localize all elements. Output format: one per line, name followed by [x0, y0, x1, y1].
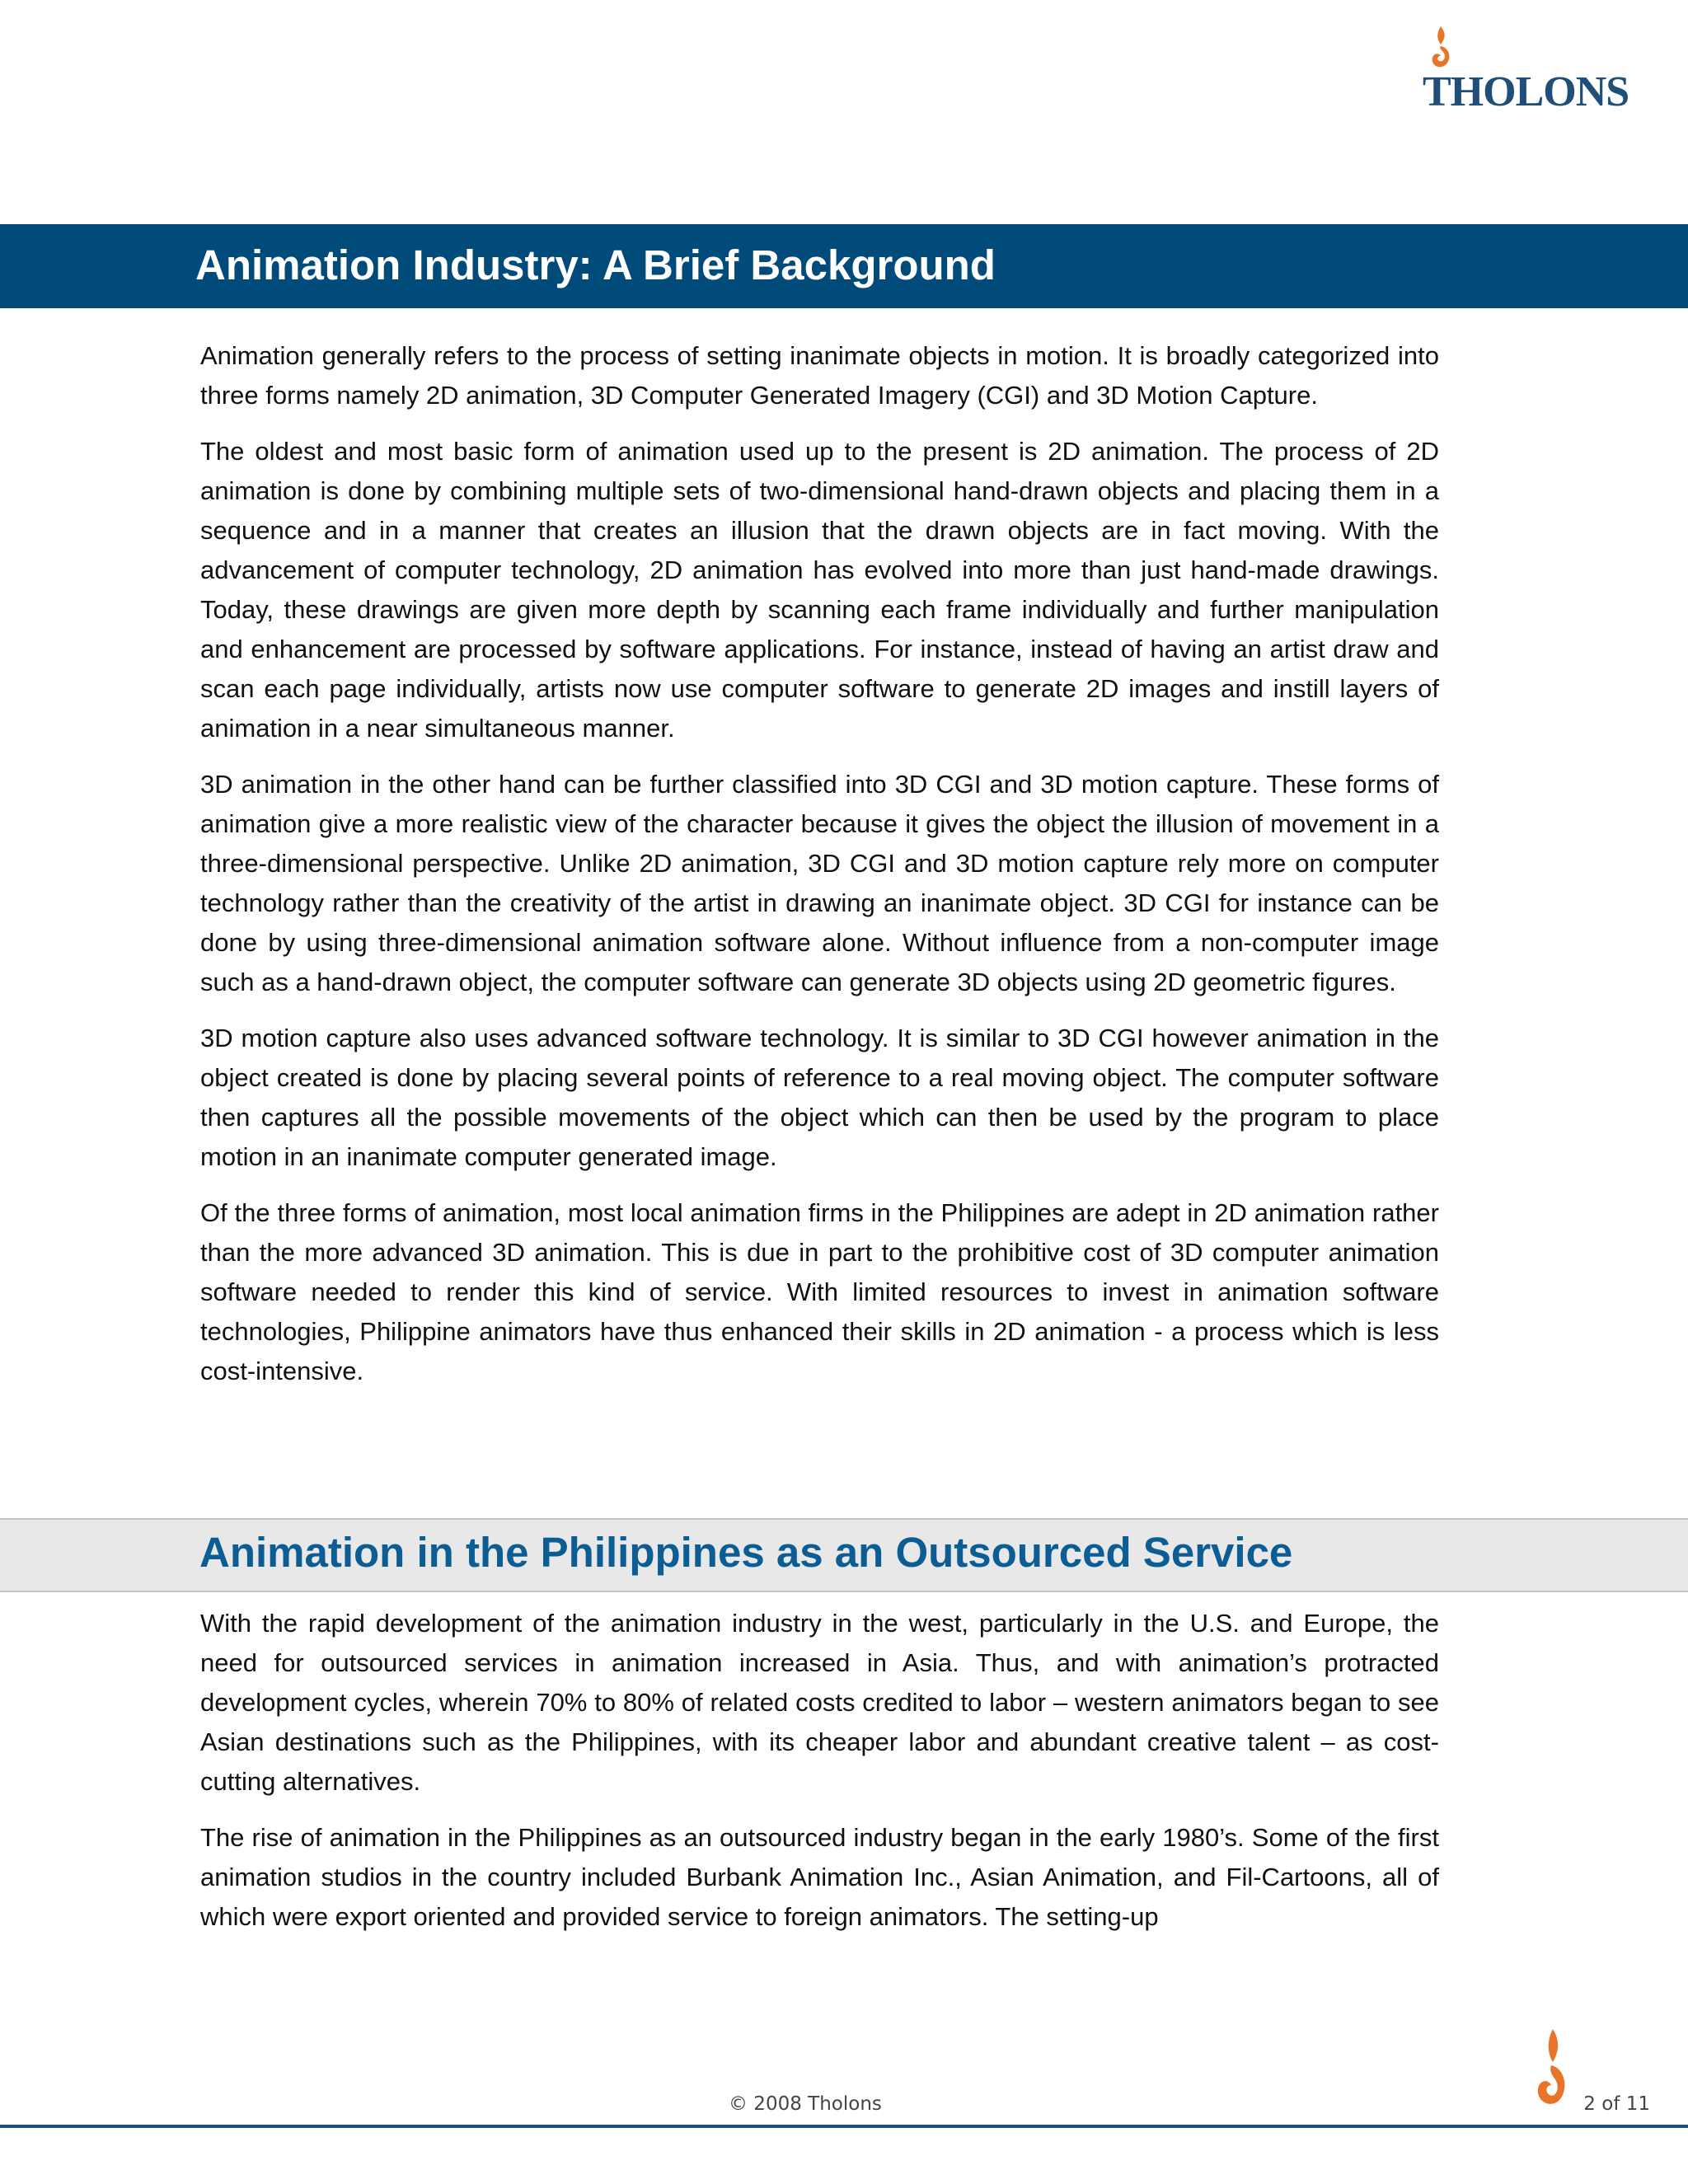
section-header-outsourcing: [0, 1518, 1688, 1592]
paragraph: Of the three forms of animation, most local animation firms in the Philippines are adept in 2D animation rather than the more advanced 3D animation. This is due in part to the prohibitive cost of 3D computer animation software needed to render this kind of service. With limited resources to invest in animation software technologies, Philippine animators have thus enhanced their skills in 2D animation - a process which is less cost-intensive.: [200, 1198, 1439, 1385]
paragraph: Animation generally refers to the process of setting inanimate objects in motion. It is broadly categorized into three forms namely 2D animation, 3D Computer Generated Imagery (CGI) and 3D Motion Capture.: [200, 341, 1439, 410]
footer-copyright: © 2008 Tholons: [729, 2093, 882, 2115]
page-number: 2 of 11: [1583, 2093, 1650, 2115]
section-background-body: [200, 336, 1439, 1408]
section-header-background: [0, 224, 1688, 308]
section-title-outsourcing: Animation in the Philippines as an Outsourced Service: [199, 1529, 1293, 1576]
paragraph: With the rapid development of the animation industry in the west, particularly in the U.S. and Europe, the need for outsourced services in animation increased in Asia. Thus, and with animation’s protracted development cycles, wherein 70% to 80% of related costs credited to labor – western animators began to see Asian destinations such as the Philippines, with its cheaper labor and abundant creative talent – as cost-cutting alternatives.: [200, 1609, 1439, 1796]
paragraph: 3D animation in the other hand can be further classified into 3D CGI and 3D motion capture. These forms of animation give a more realistic view of the character because it gives the object the illusion of movement in a three-dimensional perspective. Unlike 2D animation, 3D CGI and 3D motion capture rely more on computer technology rather than the creativity of the artist in drawing an inanimate object. 3D CGI for instance can be done by using three-dimensional animation software alone. Without influence from a non-computer image such as a hand-drawn object, the computer software can generate 3D objects using 2D geometric figures.: [200, 770, 1439, 996]
section-title-background: Animation Industry: A Brief Background: [195, 241, 996, 288]
footer-rule: [0, 2125, 1688, 2128]
paragraph: The oldest and most basic form of animation used up to the present is 2D animation. The process of 2D animation is done by combining multiple sets of two-dimensional hand-drawn objects and placing them in a sequence and in a manner that creates an illusion that the drawn objects are in fact moving. With the advancement of computer technology, 2D animation has evolved into more than just hand-made drawings. Today, these drawings are given more depth by scanning each frame individually and further manipulation and enhancement are processed by software applications. For instance, instead of having an artist draw and scan each page individually, artists now use computer software to generate 2D images and instill layers of animation in a near simultaneous manner.: [200, 437, 1439, 743]
paragraph: The rise of animation in the Philippines as an outsourced industry began in the early 1980’s. Some of the first animation studios in the country included Burbank Animation Inc., Asian Animation, and Fil-Cartoons, all of which were export oriented and provided service to foreign animators. The setting-up: [200, 1823, 1439, 1931]
tholons-logo: [1423, 23, 1637, 114]
paragraph: 3D motion capture also uses advanced software technology. It is similar to 3D CGI however animation in the object created is done by placing several points of reference to a real moving object. The computer software then captures all the possible movements of the object which can then be used by the program to place motion in an inanimate computer generated image.: [200, 1024, 1439, 1171]
footer-flame-icon: [1531, 2026, 1573, 2118]
logo-wordmark: THOLONS: [1423, 68, 1629, 115]
section-outsourcing-body: [200, 1604, 1439, 1953]
